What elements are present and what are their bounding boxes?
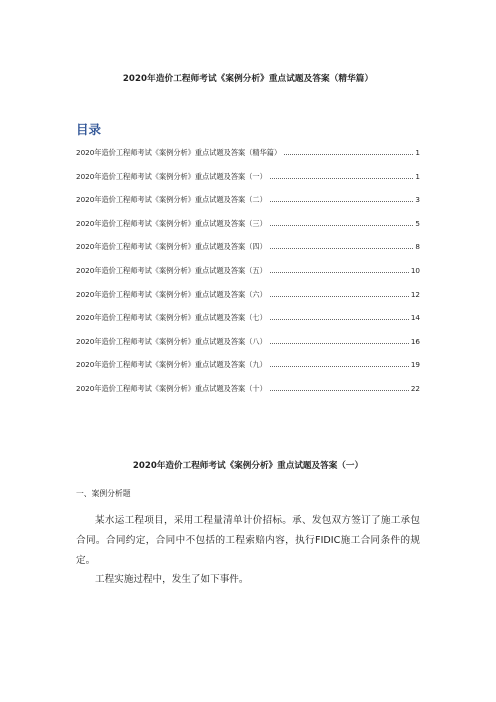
toc-entry[interactable]	[76, 266, 420, 290]
toc-leader-dots	[270, 318, 409, 320]
toc-entry[interactable]	[76, 384, 420, 408]
toc-entry-text: 2020年造价工程师考试《案例分析》重点试题及答案（七）	[76, 313, 267, 323]
toc-entry-page: 19	[410, 360, 420, 370]
toc-entry-text: 2020年造价工程师考试《案例分析》重点试题及答案（九）	[76, 360, 267, 370]
toc-entry-page: 5	[415, 218, 420, 228]
toc-leader-dots	[270, 389, 409, 391]
table-of-contents	[76, 148, 420, 408]
toc-leader-dots	[270, 295, 409, 297]
toc-entry[interactable]	[76, 172, 420, 196]
toc-entry[interactable]	[76, 195, 420, 219]
toc-entry-text: 2020年造价工程师考试《案例分析》重点试题及答案（精华篇）	[76, 148, 282, 157]
toc-heading: 目录	[76, 122, 102, 137]
toc-entry-page: 10	[410, 265, 420, 275]
toc-entry-text: 2020年造价工程师考试《案例分析》重点试题及答案（二）	[76, 195, 267, 205]
toc-entry[interactable]	[76, 242, 420, 266]
toc-leader-dots	[270, 200, 414, 202]
toc-entry[interactable]	[76, 313, 420, 337]
toc-entry-text: 2020年造价工程师考试《案例分析》重点试题及答案（十）	[76, 383, 267, 393]
toc-leader-dots	[270, 342, 409, 344]
toc-entry-text: 2020年造价工程师考试《案例分析》重点试题及答案（五）	[76, 265, 267, 275]
toc-leader-dots	[270, 177, 414, 179]
toc-leader-dots	[270, 271, 409, 273]
toc-entry[interactable]	[76, 219, 420, 243]
toc-leader-dots	[284, 153, 413, 155]
toc-entry-text: 2020年造价工程师考试《案例分析》重点试题及答案（六）	[76, 289, 267, 299]
toc-entry[interactable]	[76, 360, 420, 384]
toc-entry-text: 2020年造价工程师考试《案例分析》重点试题及答案（一）	[76, 171, 267, 181]
toc-entry-page: 8	[415, 242, 420, 252]
section-subheading: 一、案例分析题	[76, 489, 131, 498]
toc-entry-page: 1	[415, 171, 420, 181]
toc-entry-page: 22	[410, 383, 420, 393]
toc-entry-page: 16	[410, 336, 420, 346]
toc-leader-dots	[270, 365, 409, 367]
toc-entry-page: 3	[415, 195, 420, 205]
toc-leader-dots	[270, 247, 414, 249]
toc-entry-text: 2020年造价工程师考试《案例分析》重点试题及答案（四）	[76, 242, 267, 252]
toc-entry-page: 1	[415, 148, 420, 157]
toc-leader-dots	[270, 224, 414, 226]
body-paragraph: 某水运工程项目，采用工程量清单计价招标。承、发包双方签订了施工承包合同。合同约定，合同中不包括的工程索赔内容，执行FIDIC施工合同条件的规定。	[76, 515, 420, 566]
document-title: 2020年造价工程师考试《案例分析》重点试题及答案（精华篇）	[122, 74, 374, 84]
toc-entry-page: 12	[410, 289, 420, 299]
toc-entry-text: 2020年造价工程师考试《案例分析》重点试题及答案（三）	[76, 218, 267, 228]
body-paragraph: 工程实施过程中，发生了如下事件。	[95, 574, 249, 585]
section-title: 2020年造价工程师考试《案例分析》重点试题及答案（一）	[132, 461, 364, 471]
toc-entry-text: 2020年造价工程师考试《案例分析》重点试题及答案（八）	[76, 336, 267, 346]
toc-entry[interactable]	[76, 148, 420, 172]
toc-entry[interactable]	[76, 290, 420, 314]
toc-entry-page: 14	[410, 313, 420, 323]
toc-entry[interactable]	[76, 337, 420, 361]
